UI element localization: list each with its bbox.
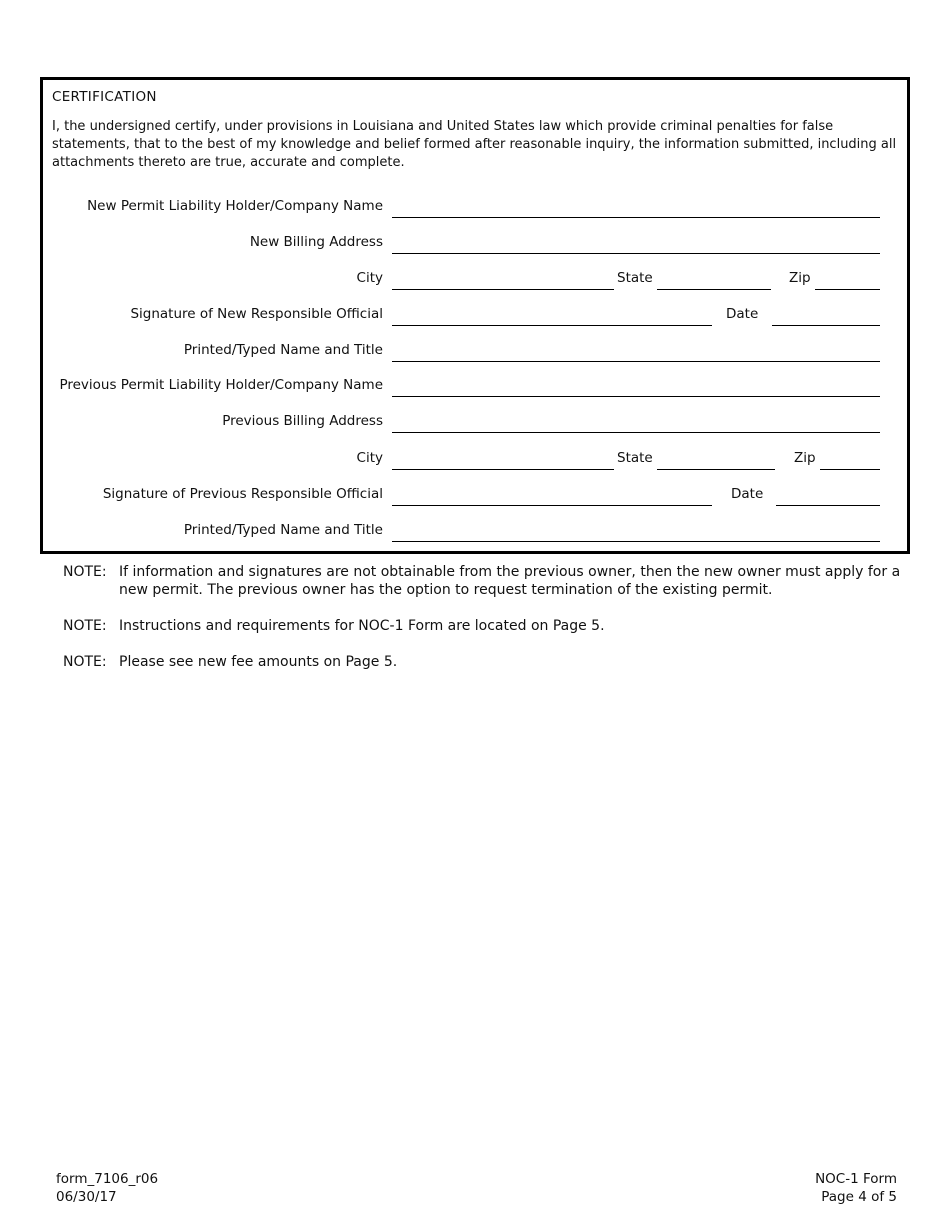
prev-state-label: State xyxy=(617,450,653,466)
prev-signature-label: Signature of Previous Responsible Official xyxy=(102,486,383,502)
new-date-field[interactable] xyxy=(772,325,880,326)
note-text: Instructions and requirements for NOC-1 Form are located on Page 5. xyxy=(119,618,605,634)
new-state-field[interactable] xyxy=(657,289,771,290)
prev-date-label: Date xyxy=(731,486,764,502)
new-signature-field[interactable] xyxy=(392,325,712,326)
new-billing-field[interactable] xyxy=(392,253,880,254)
new-company-label: New Permit Liability Holder/Company Name xyxy=(87,198,383,214)
new-signature-label: Signature of New Responsible Official xyxy=(130,306,383,322)
new-city-label: City xyxy=(356,270,383,286)
prev-billing-label: Previous Billing Address xyxy=(222,413,383,429)
notes-section xyxy=(63,563,908,689)
prev-state-field[interactable] xyxy=(657,469,775,470)
footer-page-info xyxy=(815,1170,897,1206)
note-text: Please see new fee amounts on Page 5. xyxy=(119,654,398,670)
new-zip-label: Zip xyxy=(789,270,811,286)
new-zip-field[interactable] xyxy=(815,289,880,290)
new-printed-name-label: Printed/Typed Name and Title xyxy=(183,342,383,358)
note-tag: NOTE: xyxy=(63,564,107,580)
certification-heading: CERTIFICATION xyxy=(52,89,157,105)
prev-printed-name-field[interactable] xyxy=(392,541,880,542)
prev-signature-field[interactable] xyxy=(392,505,712,506)
note-item xyxy=(63,563,908,599)
prev-company-field[interactable] xyxy=(392,396,880,397)
prev-company-label: Previous Permit Liability Holder/Company Name xyxy=(59,377,383,393)
note-item xyxy=(63,653,908,671)
prev-printed-name-label: Printed/Typed Name and Title xyxy=(183,522,383,538)
note-tag: NOTE: xyxy=(63,618,107,634)
new-date-label: Date xyxy=(726,306,759,322)
form-name: NOC-1 Form xyxy=(815,1171,897,1187)
certification-statement: I, the undersigned certify, under provisions in Louisiana and United States law which provide criminal penalties for false statements, that to the best of my knowledge and belief formed after reasonable inquiry, the information submitted, including all attachments thereto are true, accurate and complete. xyxy=(52,119,897,170)
new-billing-label: New Billing Address xyxy=(249,234,383,250)
form-date: 06/30/17 xyxy=(56,1189,117,1205)
new-company-field[interactable] xyxy=(392,217,880,218)
new-printed-name-field[interactable] xyxy=(392,361,880,362)
certification-section xyxy=(40,77,910,554)
note-item xyxy=(63,617,908,635)
form-id: form_7106_r06 xyxy=(56,1171,159,1187)
prev-city-label: City xyxy=(356,450,383,466)
page-number: Page 4 of 5 xyxy=(821,1189,897,1205)
prev-city-field[interactable] xyxy=(392,469,614,470)
new-state-label: State xyxy=(617,270,653,286)
prev-zip-field[interactable] xyxy=(820,469,880,470)
prev-zip-label: Zip xyxy=(794,450,816,466)
footer-form-info xyxy=(56,1170,158,1206)
prev-billing-field[interactable] xyxy=(392,432,880,433)
new-city-field[interactable] xyxy=(392,289,614,290)
note-text: If information and signatures are not obtainable from the previous owner, then the new owner must apply for a new permit. The previous owner has the option to request termination of the existing permit. xyxy=(119,564,901,598)
prev-date-field[interactable] xyxy=(776,505,880,506)
note-tag: NOTE: xyxy=(63,654,107,670)
